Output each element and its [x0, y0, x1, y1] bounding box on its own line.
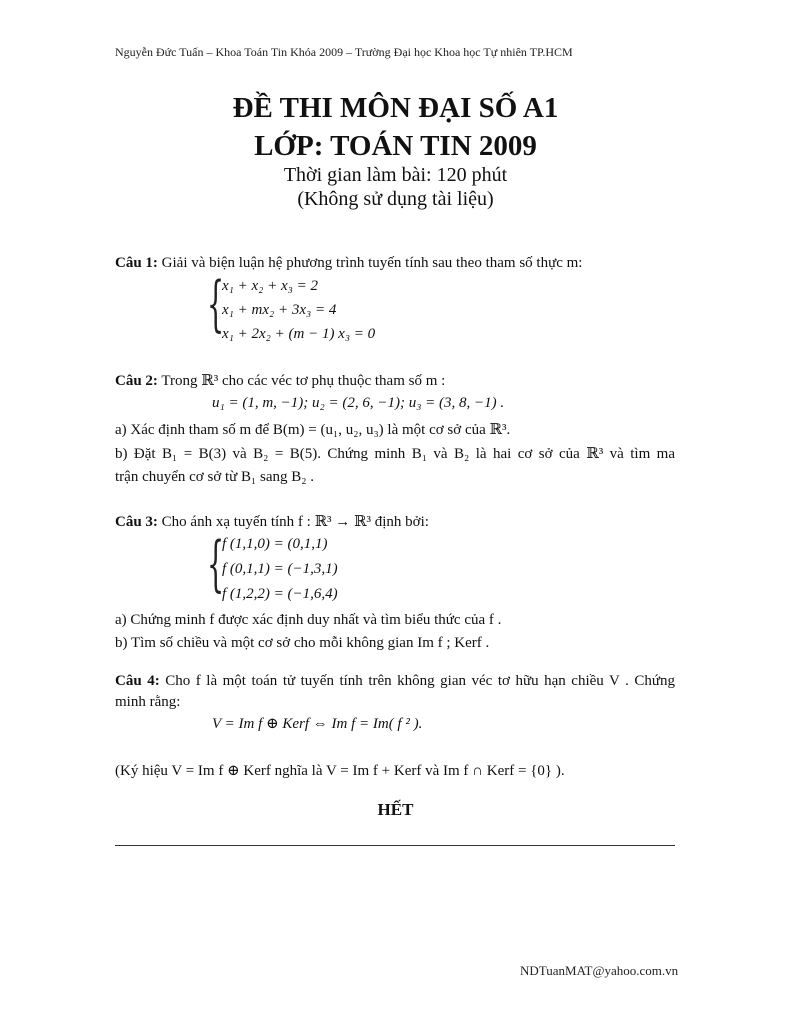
exam-note: (Không sử dụng tài liệu) — [297, 188, 494, 210]
q4-label: Câu 4: — [115, 673, 160, 689]
left-brace: { — [207, 529, 225, 599]
q4-formula: V = Im f ⊕ Kerf ⇔ Im f = Im( f ² ). — [212, 716, 423, 732]
q2-statement — [115, 371, 445, 390]
q2-text: Trong ℝ³ cho các véc tơ phụ thuộc tham số m : — [161, 373, 446, 389]
q1-equation-2: x₁ + mx₂ + 3x₃ = 4 — [222, 302, 337, 318]
q4-text-line1: Cho f là một toán tử tuyến tính trên không gian véc tơ hữu hạn chiều V . Chứng — [165, 673, 676, 689]
end-marker: HẾT — [377, 800, 414, 819]
q3-equation-3: f (1,2,2) = (−1,6,4) — [222, 586, 338, 602]
q3-part-b: b) Tìm số chiều và một cơ sở cho mỗi không gian Im f ; Kerf . — [115, 635, 490, 651]
q3-system — [207, 528, 407, 610]
page-header: Nguyễn Đức Tuấn – Khoa Toán Tin Khóa 2009 – Trường Đại học Khoa học Tự nhiên TP.HCM — [115, 45, 573, 59]
q1-equation-3: x₁ + 2x₂ + (m − 1) x₃ = 0 — [222, 326, 376, 342]
divider — [115, 845, 675, 846]
q2-part-b-line1: b) Đặt B₁ = B(3) và B₂ = B(5). Chứng minh B₁ và B₂ là hai cơ sở của ℝ³ và tìm ma — [115, 446, 675, 462]
q1-equation-1: x₁ + x₂ + x₃ = 2 — [222, 278, 318, 294]
q4-statement — [115, 673, 675, 690]
q4-text-line2: minh rằng: — [115, 694, 181, 710]
q3-label: Câu 3: — [115, 514, 158, 530]
q2-part-a: a) Xác định tham số m để B(m) = (u₁, u₂, u₃) là một cơ sở của ℝ³. — [115, 422, 511, 438]
q2-part-b-line2: trận chuyển cơ sở từ B₁ sang B₂ . — [115, 469, 315, 485]
q3-equation-2: f (0,1,1) = (−1,3,1) — [222, 561, 338, 577]
author-email: NDTuanMAT@yahoo.com.vn — [520, 963, 679, 978]
q2-label: Câu 2: — [115, 373, 158, 389]
class-title: LỚP: TOÁN TIN 2009 — [254, 130, 537, 162]
q3-part-a: a) Chứng minh f được xác định duy nhất và tìm biểu thức của f . — [115, 612, 502, 628]
q4-notation: (Ký hiệu V = Im f ⊕ Kerf nghĩa là V = Im f + Kerf và Im f ∩ Kerf = {0} ). — [115, 763, 565, 779]
left-brace: { — [207, 269, 225, 339]
q3-equation-1: f (1,1,0) = (0,1,1) — [222, 536, 328, 552]
q1-system — [207, 270, 407, 350]
time-limit: Thời gian làm bài: 120 phút — [283, 164, 508, 186]
exam-title: ĐỀ THI MÔN ĐẠI SỐ A1 — [232, 92, 559, 124]
q1-label: Câu 1: — [115, 255, 158, 271]
q1-text: Giải và biện luận hệ phương trình tuyến tính sau theo tham số thực m: — [161, 255, 583, 271]
q2-vectors: u₁ = (1, m, −1); u₂ = (2, 6, −1); u₃ = (3, 8, −1) . — [212, 395, 505, 411]
q3-text: Cho ánh xạ tuyến tính f : ℝ³ → ℝ³ định bởi: — [161, 514, 429, 530]
